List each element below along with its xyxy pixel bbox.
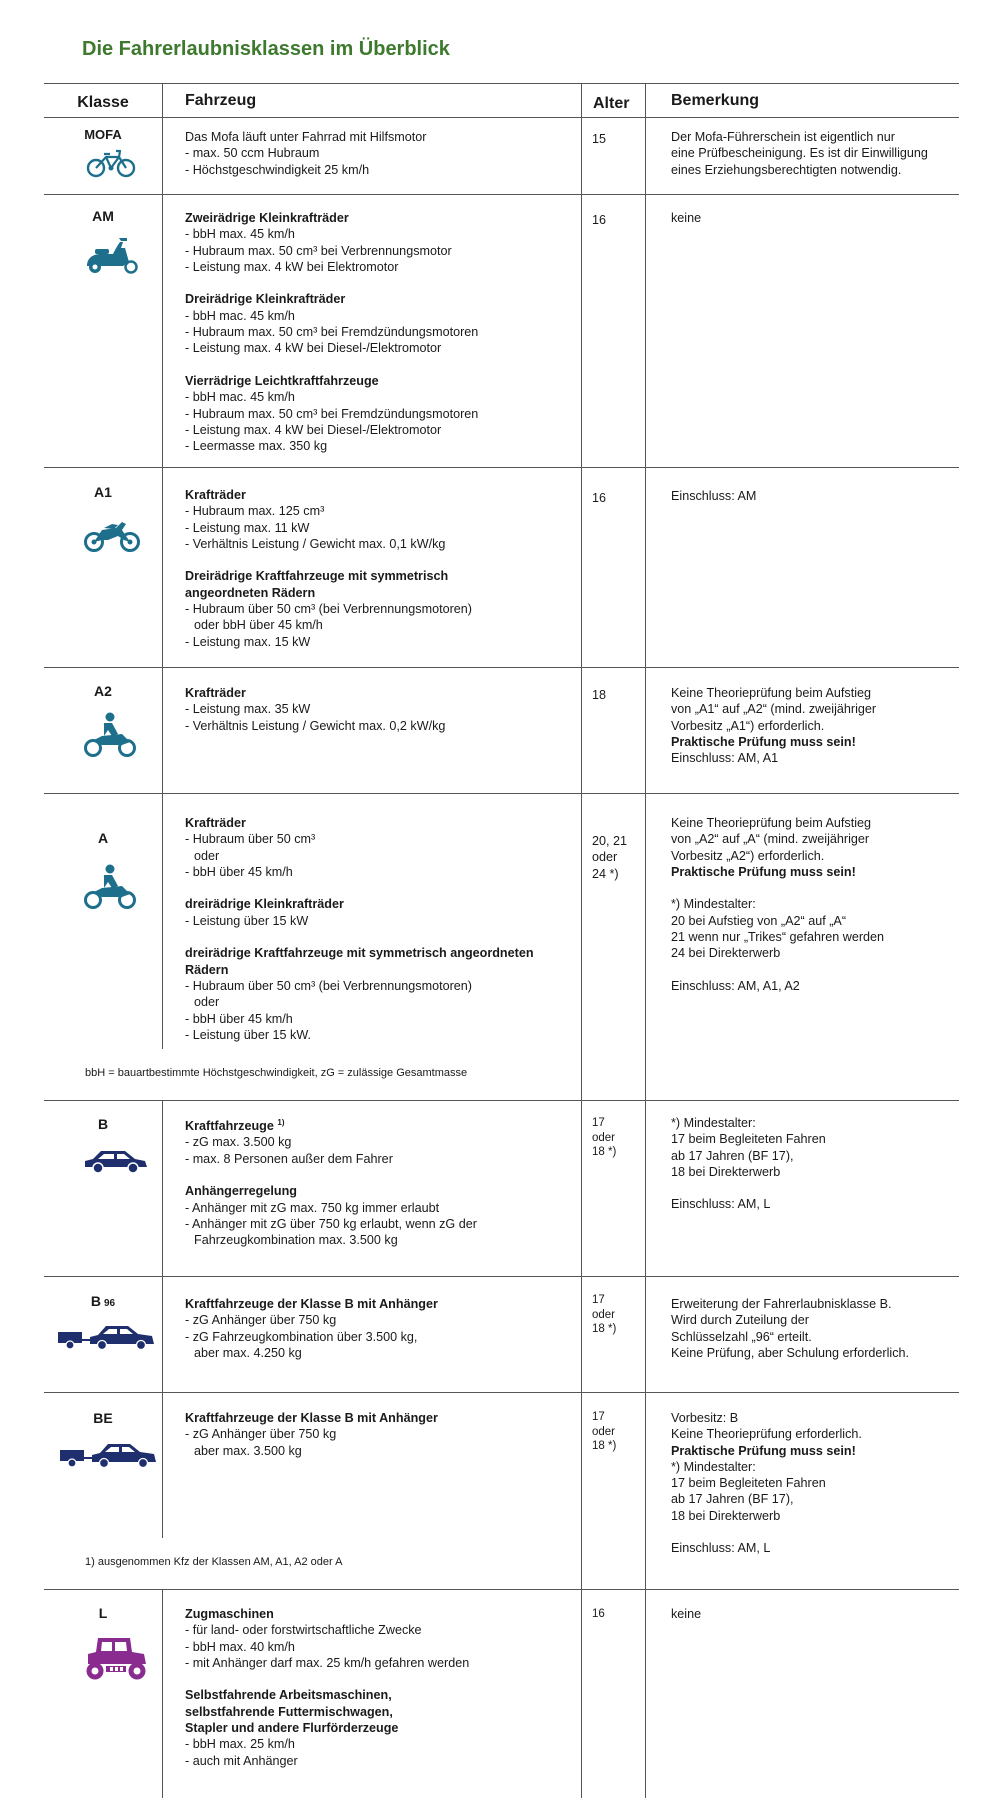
row-divider xyxy=(44,467,959,468)
motorcycle-icon xyxy=(82,516,142,554)
a1-bemerkung: Einschluss: AM xyxy=(671,489,757,503)
text-line: - Hubraum über 50 cm³ (bei Verbrennungsmotoren) xyxy=(185,602,472,617)
text-line: eines Erziehungsberechtigten notwendig. xyxy=(671,162,902,177)
class-label-b96 xyxy=(44,1293,162,1309)
column-rule xyxy=(581,84,582,1798)
text-line: Schlüsselzahl „96“ erteilt. xyxy=(671,1329,812,1344)
text-line: *) Mindestalter: xyxy=(671,1459,756,1474)
text-line: eine Prüfbescheinigung. Es ist dir Einwilligung xyxy=(671,146,928,161)
bicycle-icon xyxy=(86,148,136,178)
text-line: - für land- oder forstwirtschaftliche Zwecke xyxy=(185,1623,422,1638)
text-line: - Anhänger mit zG max. 750 kg immer erlaubt xyxy=(185,1200,440,1215)
a-fahrzeug xyxy=(185,815,580,1043)
l-alter: 16 xyxy=(592,1608,605,1620)
text-line: - zG Anhänger über 750 kg xyxy=(185,1427,337,1442)
header-klasse: Klasse xyxy=(77,94,129,111)
be-alter xyxy=(592,1410,642,1454)
header-alter: Alter xyxy=(593,95,630,112)
class-label-am: AM xyxy=(92,208,114,224)
text-line: oder xyxy=(592,1131,616,1144)
be-bemerkung xyxy=(671,1410,961,1557)
text-line: Einschluss: AM, A1, A2 xyxy=(671,978,800,993)
text-line: *) Mindestalter: xyxy=(671,1116,756,1130)
am-alter: 16 xyxy=(592,213,607,227)
row-divider xyxy=(44,667,959,668)
text-line: - Leistung max. 4 kW bei Diesel-/Elektromotor xyxy=(185,422,442,437)
text-line: - Hubraum über 50 cm³ xyxy=(185,832,316,847)
a1-fahrzeug xyxy=(185,487,580,650)
table-top-rule xyxy=(44,83,959,84)
text-line: oder xyxy=(592,850,618,865)
l-fahrzeug xyxy=(185,1606,580,1769)
section-heading: Rädern xyxy=(185,962,229,977)
class-label-be: BE xyxy=(93,1410,113,1426)
text-line: 24 bei Direkterwerb xyxy=(671,946,781,961)
class-label-a: A xyxy=(97,830,109,846)
text-line: Praktische Prüfung muss sein! xyxy=(671,734,856,749)
text-line: - Höchstgeschwindigkeit 25 km/h xyxy=(185,162,370,177)
text-line: - bbH über 45 km/h xyxy=(185,1011,293,1026)
text-line: oder xyxy=(194,848,220,863)
text-line: 24 *) xyxy=(592,866,619,881)
text-line: Keine Prüfung, aber Schulung erforderlich. xyxy=(671,1345,910,1360)
section-heading: Kraftfahrzeuge xyxy=(185,1119,274,1134)
b-bemerkung xyxy=(671,1115,961,1213)
text-line: Praktische Prüfung muss sein! xyxy=(671,1443,856,1458)
text-line: Einschluss: AM, A1 xyxy=(671,751,779,766)
section-heading: Krafträder xyxy=(185,686,246,700)
section-heading: Selbstfahrende Arbeitsmaschinen, xyxy=(185,1688,392,1703)
column-rule xyxy=(645,84,646,1798)
text-line: - Leistung max. 35 kW xyxy=(185,702,311,717)
text-line: 20 bei Aufstieg von „A2“ auf „A“ xyxy=(671,913,847,928)
text-line: - Leistung max. 4 kW bei Elektromotor xyxy=(185,259,399,274)
text-line: - Verhältnis Leistung / Gewicht max. 0,1 kW/kg xyxy=(185,536,446,551)
text-line: - bbH über 45 km/h xyxy=(185,864,293,879)
text-line: 18 bei Direkterwerb xyxy=(671,1508,781,1523)
header-fahrzeug: Fahrzeug xyxy=(185,92,257,109)
text-line: - Hubraum max. 50 cm³ bei Verbrennungsmotor xyxy=(185,243,452,258)
text-line: ab 17 Jahren (BF 17), xyxy=(671,1492,794,1507)
column-rule xyxy=(162,1100,163,1538)
text-line: Erweiterung der Fahrerlaubnisklasse B. xyxy=(671,1297,892,1311)
mofa-fahrzeug xyxy=(185,129,580,178)
a2-fahrzeug xyxy=(185,685,580,734)
l-bemerkung: keine xyxy=(671,1607,702,1621)
text-line: Keine Theorieprüfung beim Aufstieg xyxy=(671,686,871,700)
section-heading: Stapler und andere Flurförderzeuge xyxy=(185,1721,399,1736)
a1-alter: 16 xyxy=(592,491,607,505)
text-line: - Leistung max. 15 kW xyxy=(185,634,311,649)
section-heading: Krafträder xyxy=(185,488,246,502)
text-line: 20, 21 xyxy=(592,834,628,848)
text-line: Fahrzeugkombination max. 3.500 kg xyxy=(194,1233,398,1248)
text-line: von „A2“ auf „A“ (mind. zweijähriger xyxy=(671,832,870,847)
text-line: - bbH mac. 45 km/h xyxy=(185,390,295,405)
text-line: oder xyxy=(592,1425,616,1438)
section-heading: dreirädrige Kraftfahrzeuge mit symmetrisch angeordneten xyxy=(185,946,534,961)
section-heading: Dreirädrige Kraftfahrzeuge mit symmetrisch xyxy=(185,569,449,584)
b96-alter xyxy=(592,1293,642,1337)
class-label-mofa: MOFA xyxy=(84,127,122,142)
row-divider xyxy=(44,793,959,794)
text-line: - bbH max. 25 km/h xyxy=(185,1737,295,1752)
text-line: 17 beim Begleiteten Fahren xyxy=(671,1132,826,1147)
text-line: Keine Theorieprüfung beim Aufstieg xyxy=(671,816,871,830)
text-line: 17 beim Begleiteten Fahren xyxy=(671,1476,826,1491)
text-line: oder bbH über 45 km/h xyxy=(194,618,323,633)
text-line: - Anhänger mit zG über 750 kg erlaubt, wenn zG der xyxy=(185,1216,477,1231)
a2-alter: 18 xyxy=(592,688,607,702)
a-bemerkung xyxy=(671,815,961,994)
text-line: - zG Fahrzeugkombination über 3.500 kg, xyxy=(185,1329,418,1344)
section-heading: Zweirädrige Kleinkrafträder xyxy=(185,211,349,225)
section-heading: Dreirädrige Kleinkrafträder xyxy=(185,292,346,307)
text-line: oder xyxy=(592,1308,616,1321)
text-line: 17 xyxy=(592,1411,605,1423)
text-line: Einschluss: AM, L xyxy=(671,1541,771,1556)
text-line: - max. 50 ccm Hubraum xyxy=(185,146,320,161)
text-line: 18 bei Direkterwerb xyxy=(671,1164,781,1179)
text-line: 17 xyxy=(592,1117,605,1129)
text-line: - Hubraum max. 125 cm³ xyxy=(185,504,325,519)
section-heading: Zugmaschinen xyxy=(185,1607,274,1621)
text-line: von „A1“ auf „A2“ (mind. zweijähriger xyxy=(671,702,877,717)
text-line: - Verhältnis Leistung / Gewicht max. 0,2 kW/kg xyxy=(185,718,446,733)
be-fahrzeug xyxy=(185,1410,580,1459)
text-line: 17 xyxy=(592,1294,605,1306)
column-rule xyxy=(162,1589,163,1798)
section-heading: Vierrädrige Leichtkraftfahrzeuge xyxy=(185,373,379,388)
text-line: Einschluss: AM, L xyxy=(671,1197,771,1212)
motorcycle-rider-icon xyxy=(82,712,138,758)
text-line: - Leistung über 15 kW. xyxy=(185,1027,312,1042)
mofa-bemerkung xyxy=(671,129,961,178)
text-line: - bbH max. 40 km/h xyxy=(185,1639,295,1654)
text-line: - max. 8 Personen außer dem Fahrer xyxy=(185,1151,393,1166)
text-line: 18 *) xyxy=(592,1323,617,1335)
motorcycle-rider-icon xyxy=(82,864,138,910)
row-divider xyxy=(44,1589,959,1590)
text-line: Vorbesitz: B xyxy=(671,1411,739,1425)
text-line: - Hubraum max. 50 cm³ bei Fremdzündungsmotoren xyxy=(185,325,479,340)
text-line: Praktische Prüfung muss sein! xyxy=(671,864,856,879)
car-icon xyxy=(83,1147,149,1175)
text-line: - Leermasse max. 350 kg xyxy=(185,439,328,454)
a2-bemerkung xyxy=(671,685,961,766)
text-line: - zG max. 3.500 kg xyxy=(185,1135,292,1150)
header-rule xyxy=(44,117,959,118)
class-letter: B xyxy=(90,1293,101,1309)
row-divider xyxy=(44,1100,959,1101)
text-line: 18 *) xyxy=(592,1146,617,1158)
text-line: Vorbesitz „A2“) erforderlich. xyxy=(671,848,825,863)
am-fahrzeug xyxy=(185,210,580,454)
scooter-icon xyxy=(83,236,141,274)
footnote-exclusions: 1) ausgenommen Kfz der Klassen AM, A1, A2 oder A xyxy=(85,1556,343,1568)
b-fahrzeug xyxy=(185,1115,580,1249)
text-line: - mit Anhänger darf max. 25 km/h gefahren werden xyxy=(185,1655,470,1670)
section-heading: Kraftfahrzeuge der Klasse B mit Anhänger xyxy=(185,1411,438,1425)
header-bemerkung: Bemerkung xyxy=(671,92,760,109)
section-heading: dreirädrige Kleinkrafträder xyxy=(185,897,344,912)
row-divider xyxy=(44,1392,959,1393)
text-line: Wird durch Zuteilung der xyxy=(671,1313,809,1328)
section-heading: Kraftfahrzeuge der Klasse B mit Anhänger xyxy=(185,1297,438,1311)
row-divider xyxy=(44,194,959,195)
section-heading: Anhängerregelung xyxy=(185,1184,297,1199)
text-line: aber max. 3.500 kg xyxy=(194,1443,302,1458)
tractor-icon xyxy=(80,1634,154,1682)
text-line: - Leistung über 15 kW xyxy=(185,913,309,928)
b96-fahrzeug xyxy=(185,1296,580,1361)
text-line: - bbH max. 45 km/h xyxy=(185,227,295,242)
text-line: ab 17 Jahren (BF 17), xyxy=(671,1148,794,1163)
class-label-l: L xyxy=(98,1605,108,1621)
footnote-abbreviations: bbH = bauartbestimmte Höchstgeschwindigkeit, zG = zulässige Gesamtmasse xyxy=(85,1067,468,1079)
text-line: Der Mofa-Führerschein ist eigentlich nur xyxy=(671,130,895,144)
class-label-a1: A1 xyxy=(94,484,112,500)
section-heading: Krafträder xyxy=(185,816,246,830)
text-line: - auch mit Anhänger xyxy=(185,1753,298,1768)
b96-bemerkung xyxy=(671,1296,961,1361)
section-heading: selbstfahrende Futtermischwagen, xyxy=(185,1704,393,1719)
mofa-alter: 15 xyxy=(592,132,607,146)
car-trailer-icon xyxy=(56,1322,156,1352)
text-line: - Hubraum max. 50 cm³ bei Fremdzündungsmotoren xyxy=(185,406,479,421)
footnote-marker: 1) xyxy=(277,1118,285,1127)
page-title: Die Fahrerlaubnisklassen im Überblick xyxy=(82,38,450,60)
text-line: - Leistung max. 4 kW bei Diesel-/Elektromotor xyxy=(185,341,442,356)
text-line: 21 wenn nur „Trikes“ gefahren werden xyxy=(671,930,885,945)
text-line: - zG Anhänger über 750 kg xyxy=(185,1313,337,1328)
text-line: 18 *) xyxy=(592,1440,617,1452)
column-rule xyxy=(162,84,163,1049)
car-trailer-icon xyxy=(58,1440,158,1470)
text-line: - Leistung max. 11 kW xyxy=(185,520,310,535)
text-line: Keine Theorieprüfung erforderlich. xyxy=(671,1427,862,1442)
text-line: - Hubraum über 50 cm³ (bei Verbrennungsmotoren) xyxy=(185,978,472,993)
class-label-a2: A2 xyxy=(94,683,112,699)
row-divider xyxy=(44,1276,959,1277)
text-line: - bbH mac. 45 km/h xyxy=(185,308,295,323)
text-line: oder xyxy=(194,995,220,1010)
text-line: aber max. 4.250 kg xyxy=(194,1345,302,1360)
class-label-b: B xyxy=(97,1116,109,1132)
text-line: Das Mofa läuft unter Fahrrad mit Hilfsmotor xyxy=(185,130,427,144)
a-alter xyxy=(592,833,642,882)
text-line: *) Mindestalter: xyxy=(671,897,756,912)
text-line: Vorbesitz „A1“) erforderlich. xyxy=(671,718,825,733)
section-heading: angeordneten Rädern xyxy=(185,585,316,600)
b-alter xyxy=(592,1116,642,1160)
class-subscript: 96 xyxy=(104,1298,116,1309)
am-bemerkung: keine xyxy=(671,211,702,225)
